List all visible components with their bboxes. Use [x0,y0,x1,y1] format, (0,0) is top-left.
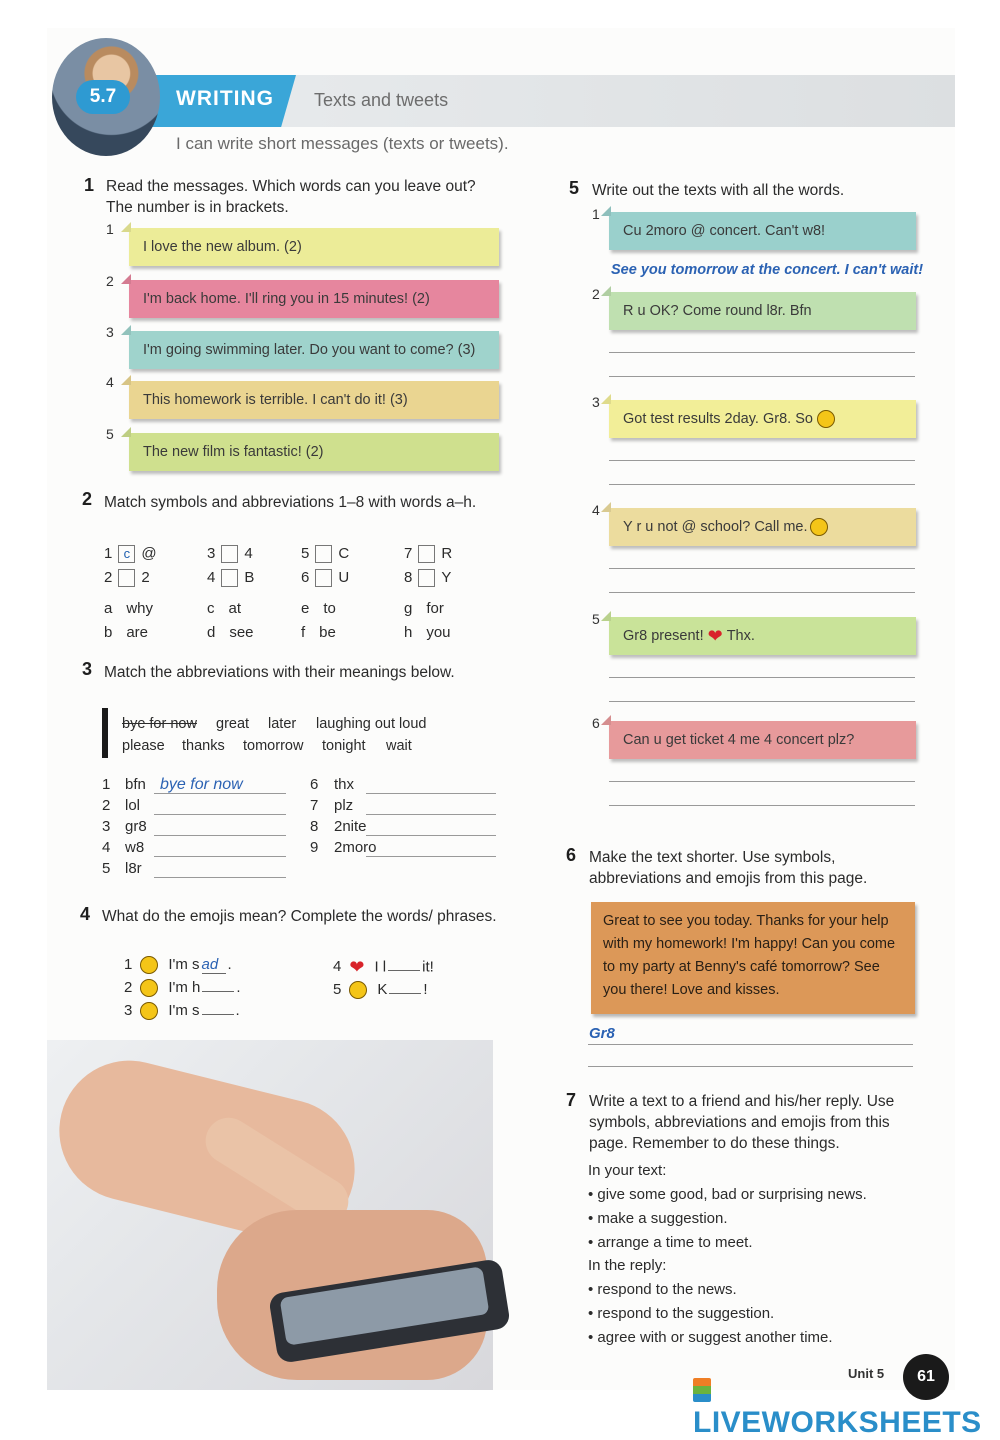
ex5-message [609,617,916,655]
ex6-instruction: Make the text shorter. Use symbols, abbreviations and emojis from this page. [589,849,868,887]
ex5-message-text: R u OK? Come round l8r. Bfn [623,303,812,319]
ex5-message-text: Y r u not @ school? Call me. [623,519,808,535]
ex1-message: I'm back home. I'll ring you in 15 minutes! (2) [129,280,499,318]
ex7-reply-point: • respond to the suggestion. [588,1305,775,1322]
ex2-symbol: Y [441,569,452,586]
ex5-item-number: 1 [592,206,600,222]
heart-icon: ❤ [707,626,723,647]
ex2-answer-box[interactable] [221,569,238,587]
ex2-answer-box[interactable] [118,569,135,587]
ex2-word-item [404,624,451,641]
ex3-answer-line[interactable] [154,835,286,836]
ex2-answer-box[interactable]: c [118,545,135,563]
ex3-answer-line[interactable] [154,877,286,878]
ex3-wordbox-word: bye for now [122,716,197,732]
ex2-word: for [426,600,444,617]
ex5-answer-line[interactable] [609,568,915,569]
ex2-number: 2 [82,489,93,509]
ex3-item-number: 1 [102,776,111,793]
ex5-message-text: Can u get ticket 4 me 4 concert plz? [623,732,855,748]
footer-unit: Unit 5 [848,1366,885,1381]
hand-phone-photo [47,1040,493,1390]
ex1-message: I'm going swimming later. Do you want to come? (3) [129,331,499,369]
ex1-item-number: 2 [106,273,114,289]
ex2-word-letter: b [104,624,113,641]
ex5-item-number: 2 [592,286,600,302]
ex4-suffix: . [235,1002,240,1019]
ex3-item-number: 8 [310,818,319,835]
ex2-word-letter: e [301,600,310,617]
ex3-wordbox-word: wait [386,738,412,754]
footer-page-number: 61 [903,1354,949,1400]
ex5-message [609,508,916,546]
ex3-abbreviation: gr8 [125,818,147,835]
ex7-text-point: • give some good, bad or surprising news. [588,1186,867,1203]
section-label: WRITING [176,87,274,110]
kiss-face-icon [810,518,828,536]
ex4-suffix: . [227,956,232,973]
ex4-item-number: 3 [124,1002,133,1019]
ex3-abbreviation: w8 [125,839,145,856]
ex3-answer[interactable]: bye for now [160,776,243,793]
ex2-answer-box[interactable] [315,545,332,563]
ex3-item-number: 7 [310,797,319,814]
ex2-symbol-number: 6 [301,569,310,586]
ex5-item-number: 5 [592,611,600,627]
ex4-item-number: 5 [333,981,342,998]
ex1-item-number: 1 [106,221,114,237]
ex2-word-letter: f [301,624,306,641]
ex2-symbol-item [404,545,452,563]
ex5-answer-line[interactable] [609,484,915,485]
ex2-answer-box[interactable] [221,545,238,563]
ex5-answer-line[interactable] [609,352,915,353]
ex4-answer[interactable]: ad [202,956,226,974]
ex2-word-letter: g [404,600,413,617]
sad-face-icon [140,956,158,974]
ex1-message: The new film is fantastic! (2) [129,433,499,471]
ex4-suffix: ! [423,981,428,998]
ex3-wordbox-word: laughing out loud [316,716,427,732]
ex2-symbol-item [207,545,253,563]
ex2-symbol: 4 [244,545,253,562]
ex3-answer-line[interactable] [366,793,496,794]
liveworksheets-logo [693,1372,1000,1440]
ex5-answer-line[interactable] [609,376,915,377]
ex6-line-1[interactable] [588,1044,913,1045]
ex2-word: be [319,624,336,641]
ex7-reply-point: • agree with or suggest another time. [588,1329,833,1346]
ex2-symbol-item [404,569,451,587]
ex3-answer-line[interactable] [366,856,496,857]
ex3-answer-line[interactable] [154,793,286,794]
ex4-prefix: I'm s [168,1002,200,1019]
ex2-symbol-number: 3 [207,545,216,562]
ex5-answer-line[interactable] [609,781,915,782]
ex3-item-number: 4 [102,839,111,856]
ex5-message-text: Thx. [726,628,755,644]
ex4-item [124,1002,240,1020]
ex5-answer-line[interactable] [609,592,915,593]
ex6-line-2[interactable] [588,1066,913,1067]
ex5-item-number: 4 [592,502,600,518]
ex2-word: are [126,624,149,641]
ex7-text-point: • arrange a time to meet. [588,1234,753,1251]
surprised-face-icon [140,1002,158,1020]
ex3-item-number: 5 [102,860,111,877]
ex3-answer-line[interactable] [366,814,496,815]
ex5-message-text: Gr8 present! [623,628,704,644]
ex3-item-number: 2 [102,797,111,814]
ex2-symbol-number: 2 [104,569,113,586]
ex2-word-letter: a [104,600,113,617]
ex2-symbol: @ [141,545,157,562]
ex2-symbol-item [104,545,157,563]
ex5-answer-line[interactable] [609,701,915,702]
ex7-text-point: • make a suggestion. [588,1210,728,1227]
ex3-wordbox-word: tomorrow [243,738,304,754]
ex6-number: 6 [566,845,577,865]
ex4-number: 4 [80,904,91,924]
ex3-instruction: Match the abbreviations with their meanings below. [104,664,455,681]
ex2-symbol-number: 1 [104,545,113,562]
ex5-message [609,721,916,759]
ex2-word-letter: d [207,624,216,641]
happy-face-icon [817,410,835,428]
ex2-word: see [229,624,254,641]
ex2-word-item [301,600,336,617]
ex2-symbol: U [338,569,350,586]
ex4-item-number: 2 [124,979,133,996]
ex2-word-item [404,600,444,617]
ex3-abbreviation: l8r [125,860,142,877]
ex4-prefix: K [377,981,388,998]
ex4-item [124,979,241,997]
ex1-item-number: 4 [106,374,114,390]
ex3-wordbox-word: tonight [322,738,366,754]
ex4-prefix: I'm s [168,956,200,973]
ex2-symbol-item [301,569,349,587]
ex3-wordbox-word: thanks [182,738,225,754]
liveworksheets-logo-icon [693,1378,711,1402]
ex2-word: you [426,624,451,641]
ex5-message [609,400,916,438]
ex2-word-item [301,624,336,641]
ex2-word: to [323,600,336,617]
ex4-answer[interactable] [389,993,421,994]
ex6-answer[interactable]: Gr8 [589,1025,615,1042]
ex5-answer-line[interactable] [609,460,915,461]
ex3-wordbox-word: later [268,716,297,732]
ex1-item-number: 5 [106,426,114,442]
ex3-item-number: 9 [310,839,319,856]
ex3-abbreviation: thx [334,776,355,793]
ex4-item-number: 4 [333,958,342,976]
ex5-answer-line[interactable] [609,805,915,806]
ex1-item-number: 3 [106,324,114,340]
ex4-suffix: it! [422,958,434,976]
ex1-instruction: Read the messages. Which words can you leave out? The number is in brackets. [106,178,476,216]
kiss-face-icon [349,981,367,999]
ex2-symbol-item [207,569,254,587]
ex2-word: at [228,600,242,617]
page-title: Texts and tweets [314,90,449,110]
ex3-abbreviation: lol [125,797,141,814]
ex2-symbol: 2 [141,569,150,586]
ex2-word-letter: c [207,600,215,617]
ex3-item-number: 3 [102,818,111,835]
lesson-badge: 5.7 [76,80,130,114]
ex7-reply-label: In the reply: [588,1257,667,1274]
ex4-item [333,981,428,999]
ex7-instruction: Write a text to a friend and his/her reply. Use symbols, abbreviations and emojis from this page. Remember to do these things. [589,1093,895,1152]
ex2-symbol: C [338,545,350,562]
ex1-message: This homework is terrible. I can't do it! (3) [129,381,499,419]
ex3-answer-line[interactable] [154,814,286,815]
ex2-symbol-number: 7 [404,545,413,562]
ex3-abbreviation: 2nite [334,818,367,835]
ex2-answer-box[interactable] [315,569,332,587]
ex3-number: 3 [82,659,93,679]
ex2-word-item [207,624,254,641]
ex4-answer[interactable] [388,970,420,971]
ex3-item-number: 6 [310,776,319,793]
ex2-symbol-number: 5 [301,545,310,562]
happy-face-icon [140,979,158,997]
ex7-text-label: In your text: [588,1162,667,1179]
ex2-symbol-number: 8 [404,569,413,586]
ex3-wordbox-word: please [122,738,165,754]
ex5-message-text: Got test results 2day. Gr8. So [623,411,813,427]
ex2-symbol: B [244,569,255,586]
page-subtitle: I can write short messages (texts or tweets). [176,134,509,153]
ex5-answer[interactable]: See you tomorrow at the concert. I can't wait! [611,262,924,278]
ex2-symbol: R [441,545,453,562]
ex7-number: 7 [566,1090,577,1110]
ex2-instruction: Match symbols and abbreviations 1–8 with words a–h. [104,494,477,511]
wordbox-bar [102,708,108,758]
ex5-item-number: 3 [592,394,600,410]
ex5-number: 5 [569,178,580,198]
ex4-item [333,957,434,978]
ex7-reply-point: • respond to the news. [588,1281,737,1298]
ex3-abbreviation: 2moro [334,839,377,856]
ex3-abbreviation: plz [334,797,354,814]
ex3-abbreviation: bfn [125,776,146,793]
liveworksheets-wordmark: LIVEWORKSHEETS [693,1406,982,1439]
ex4-prefix: I'm h [168,979,201,996]
ex4-answer[interactable] [202,1014,234,1015]
ex4-prefix: I l [374,958,387,976]
ex5-instruction: Write out the texts with all the words. [592,182,845,199]
heart-icon: ❤ [349,957,365,977]
ex1-message: I love the new album. (2) [129,228,499,266]
ex2-word-letter: h [404,624,413,641]
ex2-symbol-number: 4 [207,569,216,586]
ex6-message: Great to see you today. Thanks for your help with my homework! I'm happy! Can you come to my party at Benny's café tomorrow? See you there! Love and kisses. [591,902,915,1014]
ex2-word: why [126,600,154,617]
ex4-item-number: 1 [124,956,133,973]
ex3-wordbox-word: great [216,716,250,732]
ex4-instruction: What do the emojis mean? Complete the words/ phrases. [102,908,497,925]
ex3-answer-line[interactable] [366,835,496,836]
ex2-word-item [104,624,148,641]
ex2-symbol-item [301,545,349,563]
ex2-answer-box[interactable] [418,569,435,587]
ex4-suffix: . [236,979,241,996]
ex5-answer-line[interactable] [609,677,915,678]
ex4-answer[interactable] [202,991,234,992]
ex2-word-item [207,600,241,617]
ex4-item [124,956,232,974]
ex3-answer-line[interactable] [154,856,286,857]
ex2-word-item [104,600,153,617]
ex1-number: 1 [84,175,95,195]
ex5-message-text: Cu 2moro @ concert. Can't w8! [623,223,826,239]
ex5-item-number: 6 [592,715,600,731]
ex5-message [609,292,916,330]
ex2-answer-box[interactable] [418,545,435,563]
ex5-message [609,212,916,250]
ex2-symbol-item [104,569,150,587]
